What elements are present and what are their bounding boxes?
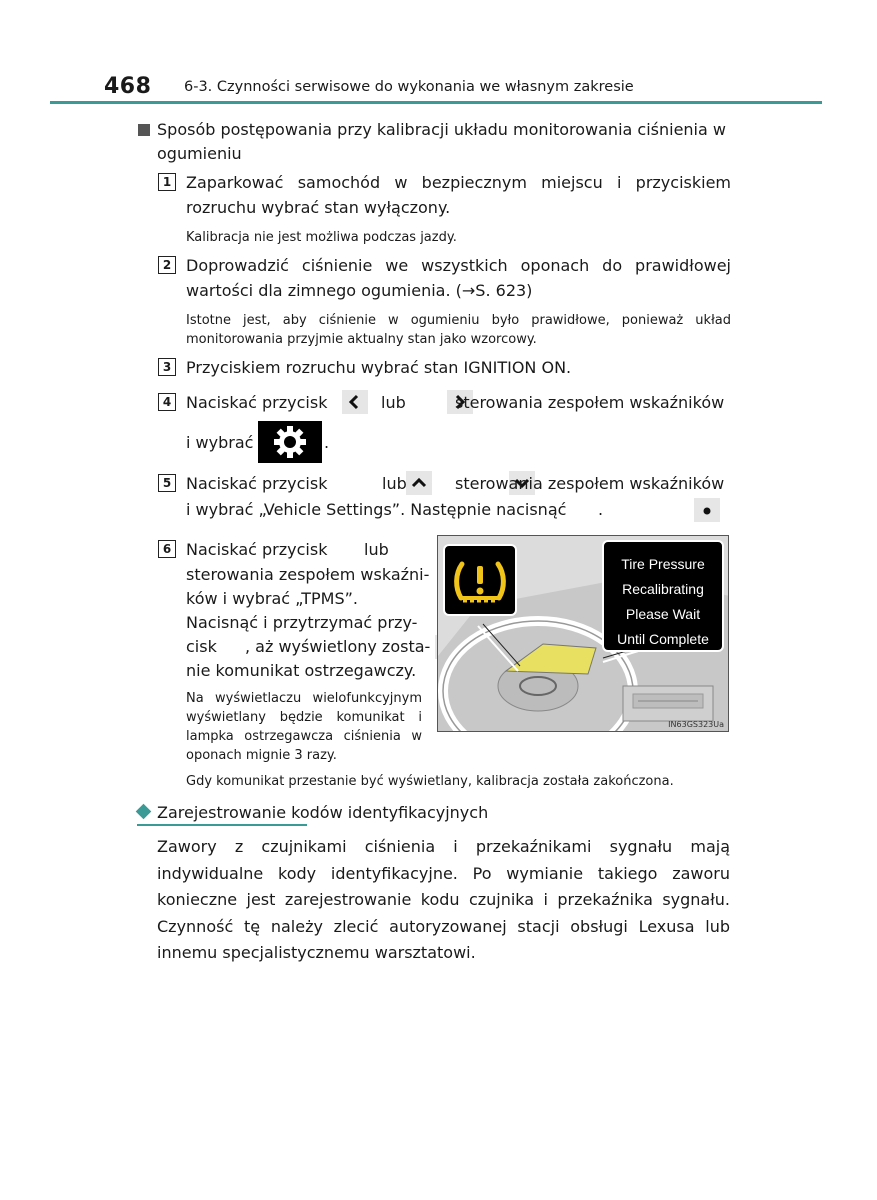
page-number: 468 — [104, 74, 152, 99]
figure-code: IN63GS323Ua — [668, 720, 724, 729]
section-2-body: Zawory z czujnikami ciśnienia i przekaźnikami sygnału mają indywidualne kody identyfikacyjne. Po wymianie takiego zaworu konieczne jest zarejestrowanie kodu czujnika i przekaźnika sygnału. Czynność tę należy zlecić autoryzowanej stacji obsługi Lexusa lub innemu specjalistycznemu warsztatowi. — [157, 837, 730, 962]
chevron-left-icon — [346, 393, 364, 411]
gear-icon — [271, 423, 309, 461]
step-number-3: 3 — [158, 358, 176, 376]
step-2-note: Istotne jest, aby ciśnienie w ogumieniu było prawidłowe, ponieważ układ monitorowania przyjmie aktualny stan jako wzorcowy. — [186, 313, 731, 347]
step-6-note: Na wyświetlaczu wielofunkcyjnym wyświetlany będzie komunikat i lampka ostrzegawcza ciśnienia w oponach mignie 3 razy. — [186, 691, 422, 763]
step-6-line5b: , aż wyświetlony zosta- — [245, 637, 431, 656]
step-6-line5a: cisk — [186, 637, 217, 656]
chevron-up-button — [406, 471, 432, 495]
tpms-warning-inset — [443, 544, 517, 616]
section-bullet-diamond — [136, 804, 152, 820]
section-bullet-square — [138, 124, 150, 136]
section-title: Sposób postępowania przy kalibracji układu monitorowania ciśnienia w ogumieniu — [157, 120, 726, 163]
message-line-1: Tire Pressure — [621, 556, 705, 572]
step-6-after: Gdy komunikat przestanie być wyświetlany, kalibracja została zakończona. — [186, 774, 674, 789]
step-number-1: 1 — [158, 173, 176, 191]
dashboard-illustration — [437, 535, 729, 732]
ok-dot-icon — [698, 501, 716, 519]
step-5-part1: Naciskać przycisk — [186, 474, 328, 493]
step-6-line3: ków i wybrać „TPMS”. — [186, 589, 359, 608]
message-line-3: Please Wait — [625, 606, 701, 622]
message-line-4: Until Complete — [617, 631, 709, 647]
step-number-2: 2 — [158, 256, 176, 274]
message-display — [602, 540, 724, 652]
tpms-warning-icon — [445, 546, 515, 614]
message-line-2: Recalibrating — [622, 581, 704, 597]
step-4-part2: sterowania zespołem wskaźników — [455, 393, 725, 412]
step-6-line1a: Naciskać przycisk — [186, 540, 328, 559]
chevron-up-icon — [410, 474, 428, 492]
step-number-5: 5 — [158, 474, 176, 492]
step-2-text: Doprowadzić ciśnienie we wszystkich oponach do prawidłowej wartości dla zimnego ogumienia. (→S. 623) — [186, 256, 731, 300]
ok-button — [694, 498, 720, 522]
section-2-rule — [137, 824, 307, 826]
step-5-end: . — [598, 500, 604, 519]
step-number-4: 4 — [158, 393, 176, 411]
step-6-line1b: lub — [364, 540, 389, 559]
settings-gear-button — [258, 421, 322, 463]
step-5-or: lub — [382, 474, 407, 493]
header-rule — [50, 101, 822, 104]
chevron-left-button — [342, 390, 368, 414]
step-4-part3: i wybrać — [186, 433, 254, 452]
step-6-line2: sterowania zespołem wskaźni- — [186, 565, 430, 584]
step-6-line4: Nacisnąć i przytrzymać przy- — [186, 613, 418, 632]
chapter-title: 6-3. Czynności serwisowe do wykonania we własnym zakresie — [184, 79, 634, 95]
step-1-text: Zaparkować samochód w bezpiecznym miejscu i przyciskiem rozruchu wybrać stan wyłączony. — [186, 173, 731, 217]
section-2-title: Zarejestrowanie kodów identyfikacyjnych — [157, 803, 489, 822]
step-5-part3: i wybrać „Vehicle Settings”. Następnie nacisnąć — [186, 500, 567, 519]
step-number-6: 6 — [158, 540, 176, 558]
step-4-or: lub — [381, 393, 406, 412]
step-6-line6: nie komunikat ostrzegawczy. — [186, 661, 417, 680]
step-4-part1: Naciskać przycisk — [186, 393, 328, 412]
step-4-end: . — [324, 433, 330, 452]
step-5-part2: sterowania zespołem wskaźników — [455, 474, 725, 493]
step-1-note: Kalibracja nie jest możliwa podczas jazdy. — [186, 230, 457, 245]
step-3-text: Przyciskiem rozruchu wybrać stan IGNITION ON. — [186, 358, 572, 377]
